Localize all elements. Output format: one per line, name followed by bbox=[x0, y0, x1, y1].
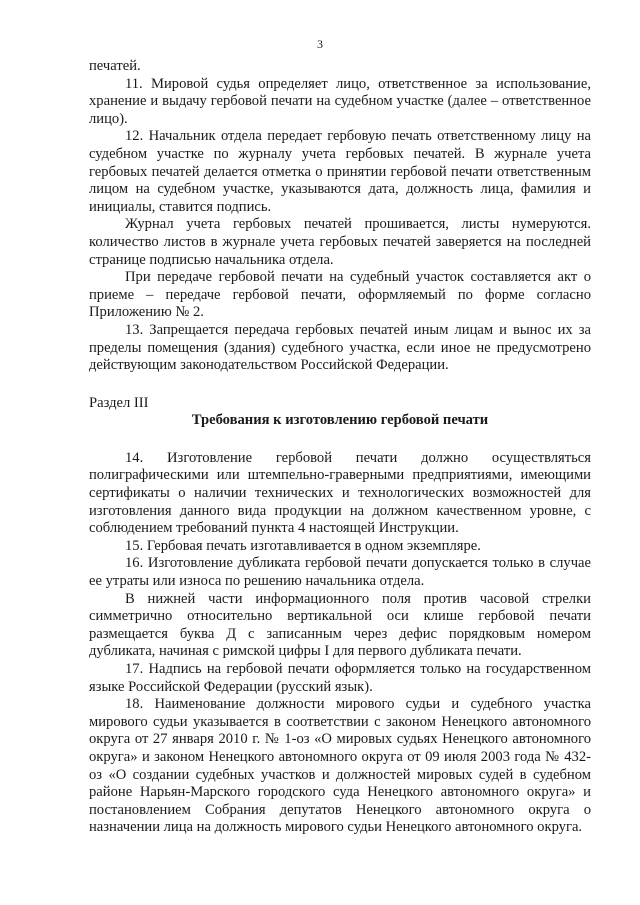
paragraph-item-12: 12. Начальник отдела передает гербовую печать ответственному лицу на судебном участке по журналу учета гербовых печатей. В журнале учета гербовых печатей делается отметка о принятии гербовой печати ответственным лицом на судебном участке, указываются дата, должность лица, фамилия и инициалы, ставится подпись. bbox=[89, 128, 591, 215]
paragraph-item-15: 15. Гербовая печать изготавливается в одном экземпляре. bbox=[125, 537, 481, 554]
paragraph-item-11: 11. Мировой судья определяет лицо, ответственное за использование, хранение и выдачу гербовой печати на судебном участке (далее – ответственное лицо). bbox=[89, 75, 591, 127]
paragraph-transfer-act: При передаче гербовой печати на судебный участок составляется акт о приеме – передаче гербовой печати, оформляемый по форме согласно Приложению № 2. bbox=[89, 269, 591, 321]
paragraph-item-13: 13. Запрещается передача гербовых печатей иным лицам и вынос их за пределы помещения (здания) судебного участка, если иное не предусмотрено действующим законодательством Российской Федерации. bbox=[89, 321, 591, 374]
section-number: Раздел III bbox=[89, 394, 149, 411]
section-title: Требования к изготовлению гербовой печати bbox=[191, 412, 489, 429]
section-heading bbox=[89, 395, 591, 430]
paragraph-item-16: 16. Изготовление дубликата гербовой печати допускается только в случае ее утраты или износа по решению начальника отдела. bbox=[89, 555, 591, 590]
paragraph-duplicate-marking: В нижней части информационного поля против часовой стрелки симметрично относительно вертикальной оси клише гербовой печати размещается буква Д с записанным через дефис порядковым номером дубликата, начиная с римской цифры I для первого дубликата печати. bbox=[89, 590, 591, 660]
paragraph-continuation: печатей. bbox=[89, 58, 141, 74]
page-number: 3 bbox=[317, 37, 323, 51]
paragraph-journal: Журнал учета гербовых печатей прошивается, листы нумеруются. количество листов в журнале учета гербовых печатей заверяется на последней странице подписью начальника отдела. bbox=[89, 216, 591, 268]
document-body bbox=[89, 58, 591, 837]
paragraph-item-14: 14. Изготовление гербовой печати должно осуществляться полиграфическими или штемпельно-граверными предприятиями, имеющими сертификаты о наличии технических и технологических возможностей для изготовления данного вида продукции на должном качественном уровне, с соблюдением требований пункта 4 настоящей Инструкции. bbox=[89, 449, 591, 537]
paragraph-item-18: 18. Наименование должности мирового судьи и судебного участка мирового судьи указывается в соответствии с законом Ненецкого автономного округа от 27 января 2010 г. № 1-оз «О мировых судьях Ненецкого автономного округа» и законом Ненецкого автономного округа от 09 июля 2003 года № 432-оз «О создании судебных участков и должностей мировых судей в судебном районе Нарьян-Марского городского суда Ненецкого автономного округа» и постановлением Собрания депутатов Ненецкого автономного округа о назначении лица на должность мирового судьи Ненецкого автономного округа. bbox=[89, 696, 591, 836]
paragraph-item-17: 17. Надпись на гербовой печати оформляется только на государственном языке Российской Федерации (русский язык). bbox=[89, 661, 591, 695]
